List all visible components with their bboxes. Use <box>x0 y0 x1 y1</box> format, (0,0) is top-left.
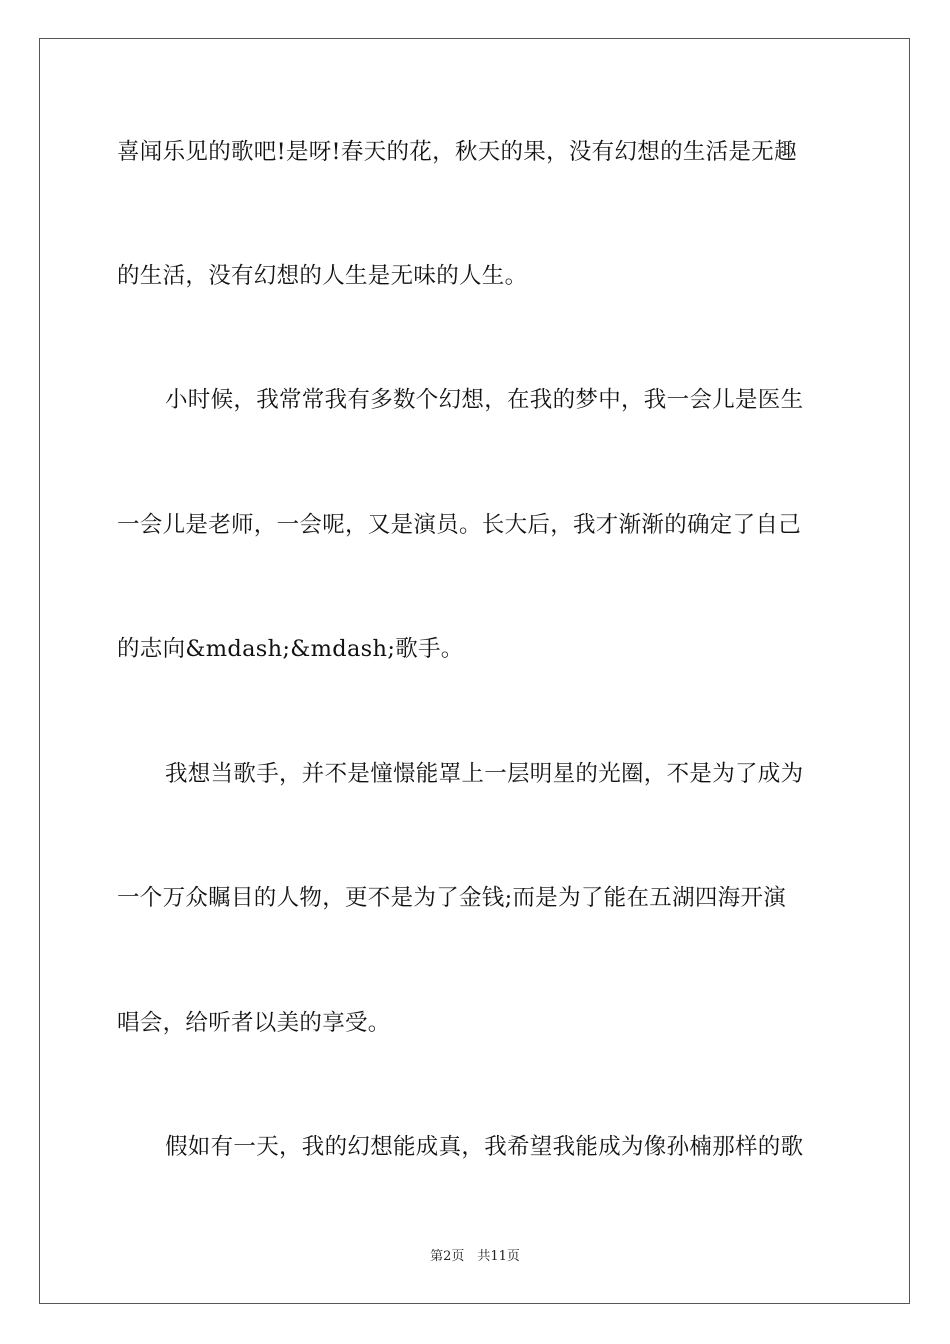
text-line: 喜闻乐见的歌吧!是呀!春天的花，秋天的果，没有幻想的生活是无趣 <box>117 139 797 165</box>
paragraph-start-line: 假如有一天，我的幻想能成真，我希望我能成为像孙楠那样的歌 <box>165 1134 804 1160</box>
page-number-footer: 第2页 共11页 <box>430 1249 520 1264</box>
text-line: 的生活，没有幻想的人生是无味的人生。 <box>117 263 528 289</box>
text-line: 一个万众瞩目的人物，更不是为了金钱;而是为了能在五湖四海开演 <box>117 885 787 911</box>
paragraph-start-line: 我想当歌手，并不是憧憬能罩上一层明星的光圈，不是为了成为 <box>165 761 804 787</box>
page-frame <box>39 38 910 1304</box>
text-line: 唱会，给听者以美的享受。 <box>117 1010 391 1036</box>
paragraph-start-line: 小时候，我常常我有多数个幻想，在我的梦中，我一会儿是医生 <box>165 387 804 413</box>
text-line: 一会儿是老师，一会呢，又是演员。长大后，我才渐渐的确定了自己 <box>117 512 802 538</box>
text-line: 的志向&mdash;&mdash;歌手。 <box>117 636 464 662</box>
